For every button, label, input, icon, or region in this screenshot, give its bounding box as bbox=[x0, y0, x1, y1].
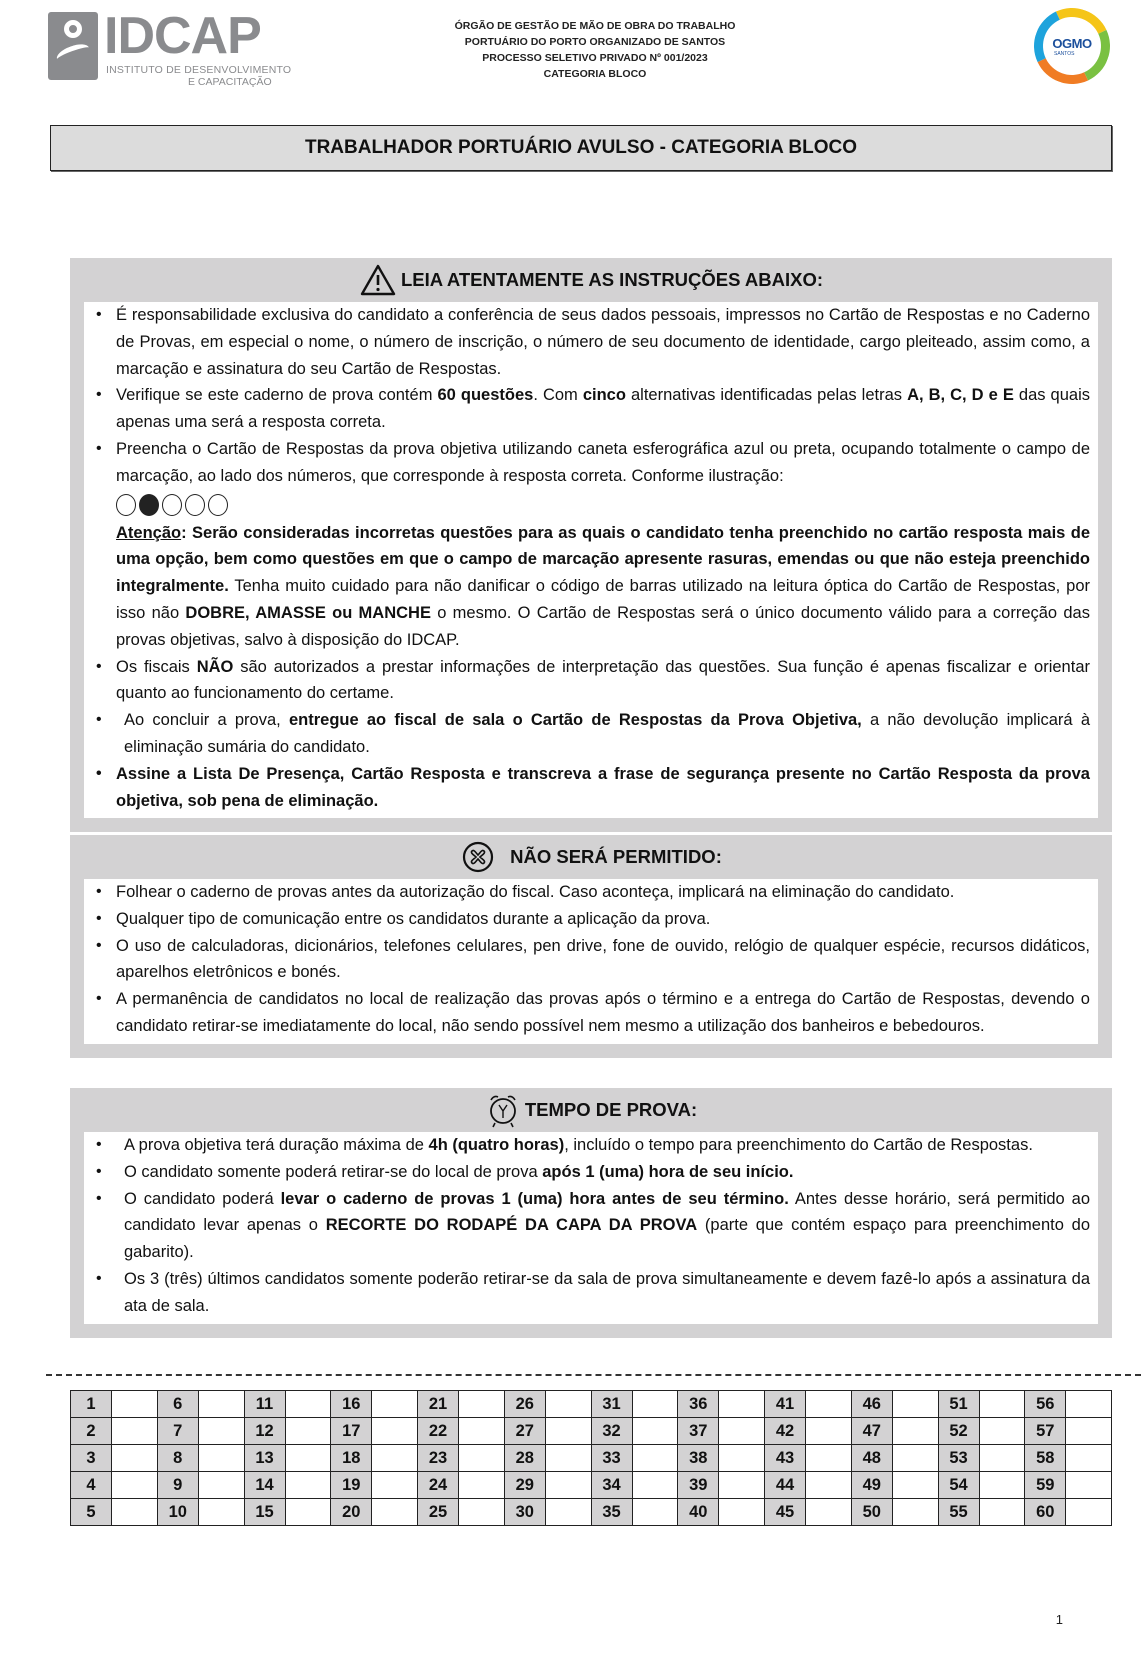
answer-grid-row bbox=[71, 1472, 1112, 1499]
answer-cell[interactable] bbox=[892, 1499, 938, 1526]
question-number: 26 bbox=[504, 1391, 545, 1418]
exam-time-bold: levar o caderno de provas 1 (uma) hora antes de seu término. bbox=[280, 1189, 789, 1208]
answer-cell[interactable] bbox=[285, 1445, 331, 1472]
question-number: 4 bbox=[71, 1472, 112, 1499]
answer-cell[interactable] bbox=[372, 1445, 418, 1472]
instruction-item bbox=[92, 654, 1090, 708]
answer-bubble-illustration bbox=[116, 490, 1090, 520]
exam-time-section bbox=[70, 1088, 1112, 1338]
empty-bubble-icon bbox=[208, 494, 228, 516]
question-number: 56 bbox=[1025, 1391, 1066, 1418]
answer-cell[interactable] bbox=[545, 1499, 591, 1526]
question-number: 16 bbox=[331, 1391, 372, 1418]
exam-time-bold: RECORTE DO RODAPÉ DA CAPA DA PROVA bbox=[325, 1216, 698, 1235]
answer-grid bbox=[70, 1390, 1112, 1526]
idcap-logo-subtitle-1: INSTITUTO DE DESENVOLVIMENTO bbox=[106, 64, 292, 76]
question-number: 42 bbox=[765, 1418, 806, 1445]
not-allowed-item: • O uso de calculadoras, dicionários, telefones celulares, pen drive, fone de ouvido, relógio de qualquer espécie, recursos didáticos, aparelhos eletrônicos e bonés. bbox=[92, 933, 1090, 987]
question-number: 35 bbox=[591, 1499, 632, 1526]
instruction-text: Os fiscais bbox=[116, 657, 197, 676]
idcap-logo-subtitle-2: E CAPACITAÇÃO bbox=[188, 76, 272, 88]
answer-cell[interactable] bbox=[632, 1391, 678, 1418]
instruction-item bbox=[92, 302, 1090, 382]
answer-cell[interactable] bbox=[112, 1445, 158, 1472]
question-number: 13 bbox=[244, 1445, 285, 1472]
question-number: 58 bbox=[1025, 1445, 1066, 1472]
instruction-text: das quais apenas uma será a resposta correta. bbox=[116, 386, 1091, 432]
answer-cell[interactable] bbox=[806, 1472, 852, 1499]
answer-cell[interactable] bbox=[892, 1445, 938, 1472]
question-number: 6 bbox=[157, 1391, 198, 1418]
warning-triangle-icon bbox=[359, 263, 397, 297]
org-line: PROCESSO SELETIVO PRIVADO Nº 001/2023 bbox=[482, 52, 708, 64]
empty-bubble-icon bbox=[162, 494, 182, 516]
answer-grid-row bbox=[71, 1418, 1112, 1445]
not-allowed-heading bbox=[84, 835, 1098, 879]
not-allowed-body bbox=[84, 879, 1098, 1044]
question-number: 39 bbox=[678, 1472, 719, 1499]
question-number: 10 bbox=[157, 1499, 198, 1526]
answer-cell[interactable] bbox=[545, 1391, 591, 1418]
exam-time-item bbox=[92, 1159, 1090, 1186]
question-number: 3 bbox=[71, 1445, 112, 1472]
answer-cell[interactable] bbox=[459, 1472, 505, 1499]
answer-cell[interactable] bbox=[806, 1391, 852, 1418]
question-number: 43 bbox=[765, 1445, 806, 1472]
question-number: 44 bbox=[765, 1472, 806, 1499]
answer-cell[interactable] bbox=[979, 1391, 1025, 1418]
question-number: 49 bbox=[851, 1472, 892, 1499]
answer-cell[interactable] bbox=[372, 1391, 418, 1418]
question-number: 33 bbox=[591, 1445, 632, 1472]
question-number: 8 bbox=[157, 1445, 198, 1472]
instruction-item bbox=[92, 707, 1090, 761]
answer-cell[interactable] bbox=[459, 1499, 505, 1526]
alarm-clock-icon bbox=[485, 1092, 521, 1128]
answer-cell[interactable] bbox=[719, 1445, 765, 1472]
answer-cell[interactable] bbox=[719, 1499, 765, 1526]
instruction-bold: cinco bbox=[582, 386, 626, 405]
answer-cell[interactable] bbox=[285, 1472, 331, 1499]
answer-cell[interactable] bbox=[806, 1418, 852, 1445]
exam-title: TRABALHADOR PORTUÁRIO AVULSO - CATEGORIA BLOCO bbox=[50, 125, 1112, 171]
instruction-text: Ao concluir a prova, bbox=[124, 711, 289, 730]
answer-cell[interactable] bbox=[979, 1418, 1025, 1445]
exam-time-text: O candidato somente poderá retirar-se do local de prova bbox=[124, 1162, 543, 1181]
answer-cell[interactable] bbox=[459, 1445, 505, 1472]
instructions-heading-text: LEIA ATENTAMENTE AS INSTRUÇÕES ABAIXO: bbox=[400, 269, 824, 290]
question-number: 24 bbox=[418, 1472, 459, 1499]
answer-cell[interactable] bbox=[979, 1445, 1025, 1472]
answer-cell[interactable] bbox=[112, 1472, 158, 1499]
instructions-section bbox=[70, 258, 1112, 832]
question-number: 27 bbox=[504, 1418, 545, 1445]
instruction-bold: 60 questões bbox=[437, 386, 534, 405]
question-number: 18 bbox=[331, 1445, 372, 1472]
answer-cell[interactable] bbox=[459, 1418, 505, 1445]
answer-cell[interactable] bbox=[372, 1418, 418, 1445]
instruction-text: o mesmo. O Cartão de Respostas será o único documento válido para a correção das provas objetivas, salvo à disposição do IDCAP. bbox=[116, 603, 1090, 649]
exam-time-body bbox=[84, 1132, 1098, 1324]
instruction-text: É responsabilidade exclusiva do candidato a conferência de seus dados pessoais, impressos no Cartão de Respostas e no Caderno de Provas, em especial o nome, o número de inscrição, o número de seu documento de identidade, cargo pleiteado, assim como, a marcação e assinatura do seu Cartão de Respostas. bbox=[116, 306, 1090, 378]
idcap-logo-mark-icon bbox=[48, 12, 98, 80]
question-number: 52 bbox=[938, 1418, 979, 1445]
empty-bubble-icon bbox=[185, 494, 205, 516]
cut-line bbox=[46, 1374, 1141, 1376]
question-number: 48 bbox=[851, 1445, 892, 1472]
answer-cell[interactable] bbox=[112, 1391, 158, 1418]
instruction-item bbox=[92, 436, 1090, 654]
question-number: 57 bbox=[1025, 1418, 1066, 1445]
answer-cell[interactable] bbox=[285, 1499, 331, 1526]
answer-cell[interactable] bbox=[545, 1418, 591, 1445]
answer-cell[interactable] bbox=[719, 1472, 765, 1499]
answer-cell[interactable] bbox=[1066, 1499, 1112, 1526]
answer-grid-row bbox=[71, 1391, 1112, 1418]
answer-cell[interactable] bbox=[892, 1391, 938, 1418]
question-number: 38 bbox=[678, 1445, 719, 1472]
instruction-text: Tenha muito cuidado para não danificar o código de barras utilizado na leitura óptica do Cartão de Respostas, por isso não bbox=[116, 577, 1090, 622]
instruction-text: Preencha o Cartão de Respostas da prova objetiva utilizando caneta esferográfica azul ou preta, ocupando totalmente o campo de marcação, ao lado dos números, que corresponde à resposta correta. Conforme ilustração: bbox=[116, 439, 1090, 485]
answer-cell[interactable] bbox=[892, 1472, 938, 1499]
prohibited-circle-icon bbox=[460, 840, 500, 874]
question-number: 11 bbox=[244, 1391, 285, 1418]
question-number: 31 bbox=[591, 1391, 632, 1418]
attention-label: Atenção bbox=[116, 523, 182, 542]
question-number: 21 bbox=[418, 1391, 459, 1418]
not-allowed-heading-text: NÃO SERÁ PERMITIDO: bbox=[510, 846, 722, 867]
answer-cell[interactable] bbox=[545, 1472, 591, 1499]
instruction-item bbox=[92, 761, 1090, 815]
question-number: 51 bbox=[938, 1391, 979, 1418]
question-number: 15 bbox=[244, 1499, 285, 1526]
not-allowed-item: • A permanência de candidatos no local de realização das provas após o término e a entrega do Cartão de Respostas, devendo o candidato retirar-se imediatamente do local, não sendo possível nem mesmo a utilização dos banheiros e bebedouros. bbox=[92, 986, 1090, 1040]
question-number: 5 bbox=[71, 1499, 112, 1526]
question-number: 17 bbox=[331, 1418, 372, 1445]
answer-cell[interactable] bbox=[632, 1472, 678, 1499]
question-number: 30 bbox=[504, 1499, 545, 1526]
attention-colon: : bbox=[181, 523, 187, 542]
answer-cell[interactable] bbox=[979, 1472, 1025, 1499]
question-number: 7 bbox=[157, 1418, 198, 1445]
question-number: 36 bbox=[678, 1391, 719, 1418]
organization-header bbox=[430, 18, 760, 82]
instruction-bold: Assine a Lista De Presença, Cartão Resposta e transcreva a frase de segurança presente no Cartão Resposta da prova objetiva, sob pena de eliminação. bbox=[116, 764, 1090, 810]
answer-cell[interactable] bbox=[545, 1445, 591, 1472]
exam-time-text: (parte que contém espaço para preenchimento do gabarito). bbox=[124, 1216, 1091, 1262]
question-number: 34 bbox=[591, 1472, 632, 1499]
answer-cell[interactable] bbox=[632, 1418, 678, 1445]
answer-grid-row bbox=[71, 1445, 1112, 1472]
org-line: PORTUÁRIO DO PORTO ORGANIZADO DE SANTOS bbox=[464, 36, 726, 48]
question-number: 37 bbox=[678, 1418, 719, 1445]
instruction-text: alternativas identificadas pelas letras bbox=[625, 386, 908, 405]
exam-time-text: , incluído o tempo para preenchimento do Cartão de Respostas. bbox=[564, 1136, 1033, 1154]
question-number: 55 bbox=[938, 1499, 979, 1526]
exam-time-item: • Os 3 (três) últimos candidatos somente poderão retirar-se da sala de prova simultaneamente e devem fazê-lo após a assinatura da ata de sala. bbox=[92, 1266, 1090, 1320]
exam-time-heading bbox=[84, 1088, 1098, 1132]
instruction-bold: DOBRE, AMASSE ou MANCHE bbox=[185, 603, 431, 622]
answer-cell[interactable] bbox=[1066, 1445, 1112, 1472]
question-number: 59 bbox=[1025, 1472, 1066, 1499]
question-number: 12 bbox=[244, 1418, 285, 1445]
instruction-text: são autorizados a prestar informações de interpretação das questões. Sua função é apenas fiscalizar e orientar quanto ao funcionamento do certame. bbox=[116, 657, 1090, 703]
ogmo-logo bbox=[1030, 4, 1114, 88]
exam-time-bold: após 1 (uma) hora de seu início. bbox=[542, 1162, 794, 1181]
question-number: 29 bbox=[504, 1472, 545, 1499]
question-number: 45 bbox=[765, 1499, 806, 1526]
answer-cell[interactable] bbox=[632, 1499, 678, 1526]
attention-text: Serão consideradas incorretas questões para as quais o candidato tenha preenchido no cartão resposta mais de uma opção, bem como questões em que o campo de marcação apresente rasuras, emendas ou que não esteja preenchido integralmente. bbox=[116, 523, 1090, 596]
question-number: 2 bbox=[71, 1418, 112, 1445]
question-number: 22 bbox=[418, 1418, 459, 1445]
question-number: 53 bbox=[938, 1445, 979, 1472]
org-line: ÓRGÃO DE GESTÃO DE MÃO DE OBRA DO TRABALHO bbox=[454, 20, 736, 32]
exam-time-text: Antes desse horário, será permitido ao candidato levar apenas o bbox=[124, 1189, 1091, 1235]
question-number: 32 bbox=[591, 1418, 632, 1445]
instruction-bold: entregue ao fiscal de sala o Cartão de Respostas da Prova Objetiva, bbox=[288, 711, 862, 730]
answer-cell[interactable] bbox=[285, 1391, 331, 1418]
idcap-logo bbox=[48, 7, 292, 88]
answer-cell[interactable] bbox=[285, 1418, 331, 1445]
answer-cell[interactable] bbox=[198, 1499, 244, 1526]
question-number: 50 bbox=[851, 1499, 892, 1526]
answer-cell[interactable] bbox=[198, 1445, 244, 1472]
answer-cell[interactable] bbox=[719, 1391, 765, 1418]
answer-cell[interactable] bbox=[112, 1418, 158, 1445]
question-number: 23 bbox=[418, 1445, 459, 1472]
answer-cell[interactable] bbox=[198, 1391, 244, 1418]
instructions-heading bbox=[84, 258, 1098, 302]
answer-grid-row bbox=[71, 1499, 1112, 1526]
answer-cell[interactable] bbox=[632, 1445, 678, 1472]
not-allowed-item: • Qualquer tipo de comunicação entre os candidatos durante a aplicação da prova. bbox=[92, 906, 1090, 933]
org-line: CATEGORIA BLOCO bbox=[543, 68, 647, 80]
answer-cell[interactable] bbox=[892, 1418, 938, 1445]
answer-cell[interactable] bbox=[112, 1499, 158, 1526]
idcap-logo-word: IDCAP bbox=[104, 7, 261, 65]
question-number: 54 bbox=[938, 1472, 979, 1499]
exam-time-text: A prova objetiva terá duração máxima de bbox=[124, 1136, 429, 1154]
instruction-text: a não devolução implicará à eliminação sumária do candidato. bbox=[124, 711, 1090, 756]
question-number: 14 bbox=[244, 1472, 285, 1499]
question-number: 47 bbox=[851, 1418, 892, 1445]
answer-cell[interactable] bbox=[806, 1445, 852, 1472]
question-number: 46 bbox=[851, 1391, 892, 1418]
instruction-text: Verifique se este caderno de prova contém bbox=[116, 386, 438, 405]
exam-time-item bbox=[92, 1186, 1090, 1266]
instruction-bold: A, B, C, D e E bbox=[907, 386, 1014, 405]
instructions-body bbox=[84, 302, 1098, 818]
not-allowed-section bbox=[70, 835, 1112, 1058]
question-number: 9 bbox=[157, 1472, 198, 1499]
instruction-bold: NÃO bbox=[196, 657, 234, 676]
answer-cell[interactable] bbox=[372, 1499, 418, 1526]
instruction-text: . Com bbox=[533, 386, 583, 405]
question-number: 20 bbox=[331, 1499, 372, 1526]
answer-cell[interactable] bbox=[979, 1499, 1025, 1526]
filled-bubble-icon bbox=[139, 494, 159, 516]
question-number: 28 bbox=[504, 1445, 545, 1472]
question-number: 40 bbox=[678, 1499, 719, 1526]
question-number: 41 bbox=[765, 1391, 806, 1418]
question-number: 60 bbox=[1025, 1499, 1066, 1526]
exam-time-bold: 4h (quatro horas) bbox=[428, 1136, 565, 1154]
answer-cell[interactable] bbox=[719, 1418, 765, 1445]
answer-cell[interactable] bbox=[806, 1499, 852, 1526]
answer-cell[interactable] bbox=[198, 1472, 244, 1499]
answer-cell[interactable] bbox=[372, 1472, 418, 1499]
answer-cell[interactable] bbox=[1066, 1391, 1112, 1418]
not-allowed-item: • Folhear o caderno de provas antes da autorização do fiscal. Caso aconteça, implicará na eliminação do candidato. bbox=[92, 879, 1090, 906]
page-number: 1 bbox=[1055, 1612, 1063, 1627]
empty-bubble-icon bbox=[116, 494, 136, 516]
question-number: 1 bbox=[71, 1391, 112, 1418]
exam-time-heading-text: TEMPO DE PROVA: bbox=[524, 1099, 698, 1120]
question-number: 19 bbox=[331, 1472, 372, 1499]
exam-time-text: O candidato poderá bbox=[124, 1189, 281, 1208]
instruction-item bbox=[92, 382, 1090, 436]
answer-cell[interactable] bbox=[198, 1418, 244, 1445]
answer-cell[interactable] bbox=[1066, 1418, 1112, 1445]
question-number: 25 bbox=[418, 1499, 459, 1526]
answer-cell[interactable] bbox=[1066, 1472, 1112, 1499]
ogmo-logo-word: OGMO bbox=[1052, 36, 1092, 51]
exam-time-item bbox=[92, 1132, 1090, 1159]
answer-cell[interactable] bbox=[459, 1391, 505, 1418]
ogmo-logo-subtitle: SANTOS bbox=[1054, 51, 1075, 57]
